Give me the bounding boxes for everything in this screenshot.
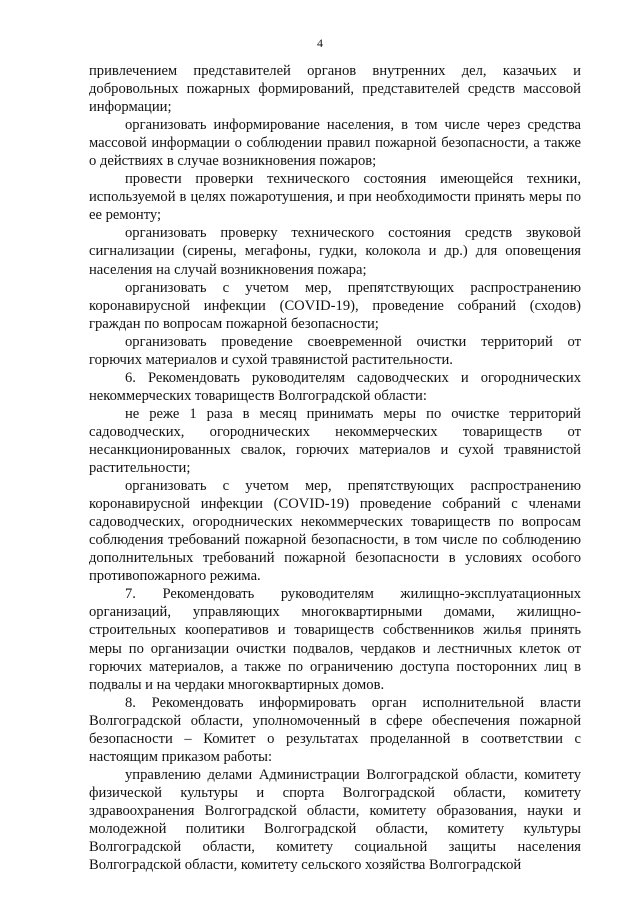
page-number: 4 [317,36,323,50]
paragraph-continuation: привлечением представителей органов внутренних дел, казачьих и добровольных пожарных формирований, представителей средств массовой информации; [89,63,581,116]
paragraph-check-equipment: провести проверки технического состояния имеющейся техники, используемой в целях пожаротушения, и при необходимости принять меры по ее ремонту; [89,171,581,224]
paragraph-item-6: 6. Рекомендовать руководителям садоводческих и огороднических некоммерческих товариществ Волгоградской области: [89,369,581,404]
paragraph-item-7: 7. Рекомендовать руководителям жилищно-эксплуатационных организаций, управляющих многоквартирными домами, жилищно-строительных кооперативов и товариществ собственников жилья принять меры по организации очистки подвалов, чердаков и лестничных клеток от горючих материалов, а также по ограничению доступа посторонних лиц в подвалы и на чердаки многоквартирных домов. [89,586,581,693]
document-body [89,62,581,874]
paragraph-monthly-cleanup: не реже 1 раза в месяц принимать меры по очистке территорий садоводческих, огороднических некоммерческих товариществ от несанкционированных свалок, горючих материалов и сухой травянистой растительности; [89,405,581,477]
paragraph-cleanup: организовать проведение своевременной очистки территорий от горючих материалов и сухой травянистой растительности. [89,333,581,368]
paragraph-member-meetings: организовать с учетом мер, препятствующих распространению коронавирусной инфекции (COVID-19) проведение собраний с членами садоводческих, огороднических некоммерческих товариществ по вопросам соблюдения требований пожарной безопасности, в том числе по соблюдению дополнительных требований пожарной безопасности в условиях особого противопожарного режима. [89,478,581,585]
paragraph-meetings: организовать с учетом мер, препятствующих распространению коронавирусной инфекции (COVID-19), проведение собраний (сходов) граждан по вопросам пожарной безопасности; [89,279,581,332]
paragraph-committees-list: управлению делами Администрации Волгоградской области, комитету физической культуры и спорта Волгоградской области, комитету здравоохранения Волгоградской области, комитету образования, науки и молодежной политики Волгоградской области, комитету культуры Волгоградской области, комитету социальной защиты населения Волгоградской области, комитету сельского хозяйства Волгоградской [89,766,581,874]
paragraph-inform-population: организовать информирование населения, в том числе через средства массовой информации о соблюдении правил пожарной безопасности, а также о действиях в случае возникновения пожаров; [89,117,581,170]
paragraph-item-8: 8. Рекомендовать информировать орган исполнительной власти Волгоградской области, уполномоченный в сфере обеспечения пожарной безопасности – Комитет о результатах проделанной в соответствии с настоящим приказом работы: [89,694,581,765]
paragraph-check-alarm: организовать проверку технического состояния средств звуковой сигнализации (сирены, мегафоны, гудки, колокола и др.) для оповещения населения на случай возникновения пожара; [89,225,581,278]
